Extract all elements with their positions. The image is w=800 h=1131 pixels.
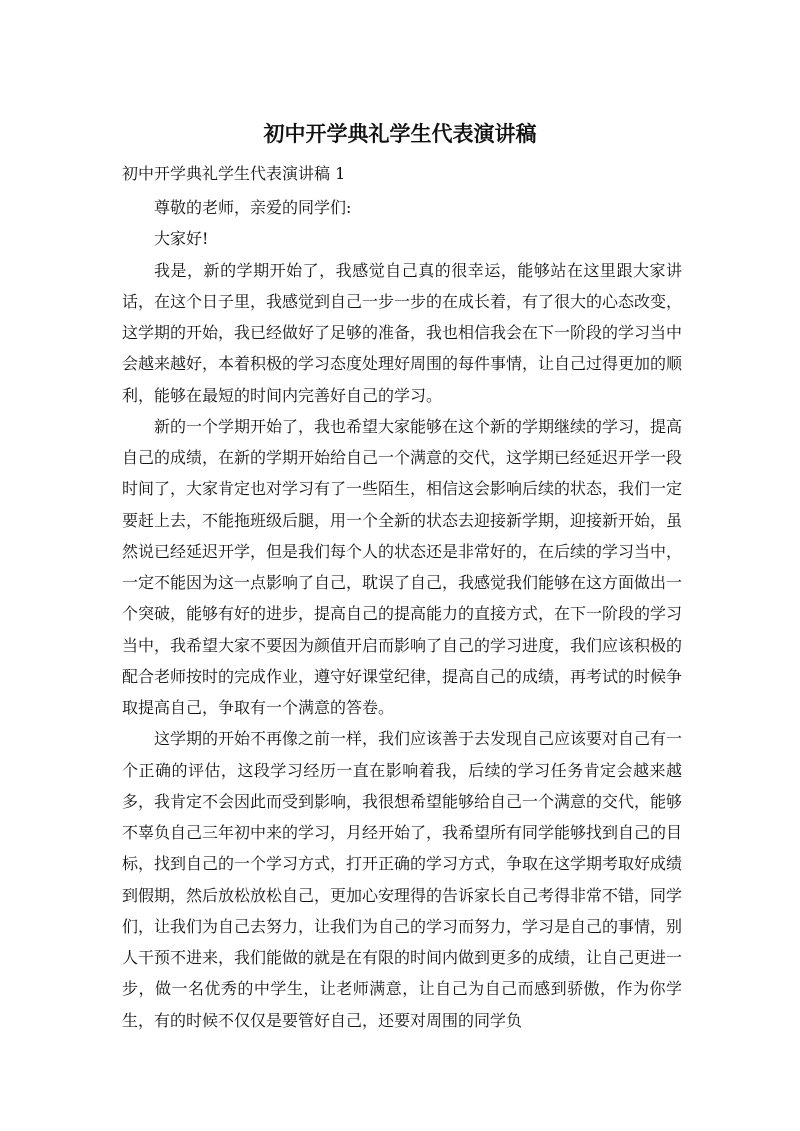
document-subtitle: 初中开学典礼学生代表演讲稿 1 <box>122 164 346 183</box>
paragraph-greeting: 尊敬的老师，亲爱的同学们: <box>154 198 352 217</box>
paragraph: 这学期的开始不再像之前一样，我们应该善于去发现自己应该要对自己有一个正确的评估，这段学习经历一直在影响着我，后续的学习任务肯定会越来越多，我肯定不会因此而受到影响，我很想希望能够给自己一个满意的交代，能够不辜负自己三年初中来的学习，月经开始了，我希望所有同学能够找到自己的目标，找到自己的一个学习方式，打开正确的学习方式，争取在这学期考取好成绩到假期，然后放松放松自己，更加心安理得的告诉家长自己考得非常不错，同学们，让我们为自己去努力，让我们为自己的学习而努力，学习是自己的事情，别人干预不进来，我们能做的就是在有限的时间内做到更多的成绩，让自己更进一步，做一名优秀的中学生，让老师满意，让自己为自己而感到骄傲，作为你学生，有的时候不仅仅是要管好自己，还要对周围的同学负 <box>122 729 683 1030</box>
paragraph: 新的一个学期开始了，我也希望大家能够在这个新的学期继续的学习，提高自己的成绩，在新的学期开始给自己一个满意的交代，这学期已经延迟开学一段时间了，大家肯定也对学习有了一些陌生，相信这会影响后续的状态，我们一定要赶上去，不能拖班级后腿，用一个全新的状态去迎接新学期，迎接新开始，虽然说已经延迟开学，但是我们每个人的状态还是非常好的，在后续的学习当中，一定不能因为这一点影响了自己，耽误了自己，我感觉我们能够在这方面做出一个突破，能够有好的进步，提高自己的提高能力的直接方式，在下一阶段的学习当中，我希望大家不要因为颜值开启而影响了自己的学习进度，我们应该积极的配合老师按时的完成作业，遵守好课堂纪律，提高自己的成绩，再考试的时候争取提高自己，争取有一个满意的答卷。 <box>122 416 683 717</box>
document-body <box>122 192 682 1036</box>
paragraph-hello: 大家好! <box>154 229 209 249</box>
document-title: 初中开学典礼学生代表演讲稿 <box>263 122 537 146</box>
paragraph: 我是，新的学期开始了，我感觉自己真的很幸运，能够站在这里跟大家讲话，在这个日子里，我感觉到自己一步一步的在成长着，有了很大的心态改变，这学期的开始，我已经做好了足够的准备，我也相信我会在下一阶段的学习当中会越来越好，本着积极的学习态度处理好周围的每件事情，让自己过得更加的顺利，能够在最短的时间内完善好自己的学习。 <box>122 260 683 405</box>
